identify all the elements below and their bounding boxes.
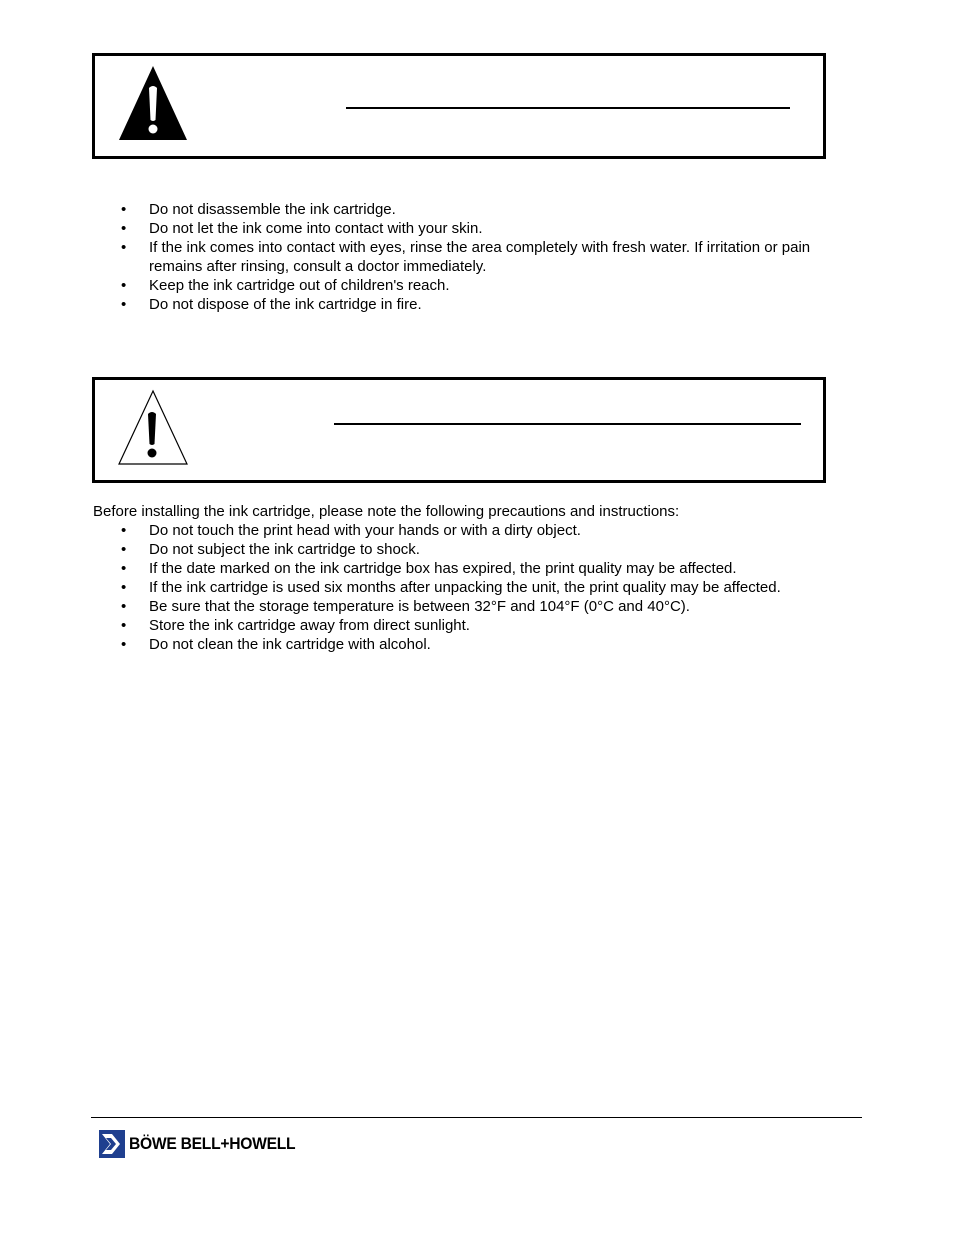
list-item: • Do not subject the ink cartridge to shock.: [0, 540, 849, 559]
footer-rule: [91, 1117, 862, 1118]
list-item: • If the date marked on the ink cartridge box has expired, the print quality may be affected.: [0, 559, 849, 578]
list-item: • Store the ink cartridge away from direct sunlight.: [0, 616, 849, 635]
caution-box: [92, 377, 826, 483]
list-item: • Do not dispose of the ink cartridge in fire.: [0, 295, 849, 314]
list-item: • Be sure that the storage temperature is between 32°F and 104°F (0°C and 40°C).: [0, 597, 849, 616]
caution-intro: Before installing the ink cartridge, please note the following precautions and instructions:: [93, 503, 680, 520]
list-item: • Keep the ink cartridge out of children's reach.: [0, 276, 849, 295]
logo-text: BÖWE BELL+HOWELL: [129, 1134, 296, 1153]
warning-box: [92, 53, 826, 159]
caution-heading-rule: [334, 423, 801, 425]
list-item: • If the ink cartridge is used six months after unpacking the unit, the print quality may be affected.: [0, 578, 849, 597]
warning-list: [0, 200, 849, 314]
company-logo: [99, 1130, 310, 1158]
caution-triangle-icon: [117, 388, 189, 466]
list-item: • Do not touch the print head with your hands or with a dirty object.: [0, 521, 849, 540]
list-item: • If the ink comes into contact with eyes, rinse the area completely with fresh water. If irritation or pain remains after rinsing, consult a doctor immediately.: [0, 238, 849, 276]
bowe-bell-howell-logo-icon: [99, 1130, 125, 1158]
warning-heading-rule: [346, 107, 790, 109]
list-item: • Do not let the ink come into contact with your skin.: [0, 219, 849, 238]
list-item: • Do not disassemble the ink cartridge.: [0, 200, 849, 219]
warning-triangle-icon: [117, 64, 189, 142]
caution-list: [0, 521, 849, 654]
list-item: • Do not clean the ink cartridge with alcohol.: [0, 635, 849, 654]
